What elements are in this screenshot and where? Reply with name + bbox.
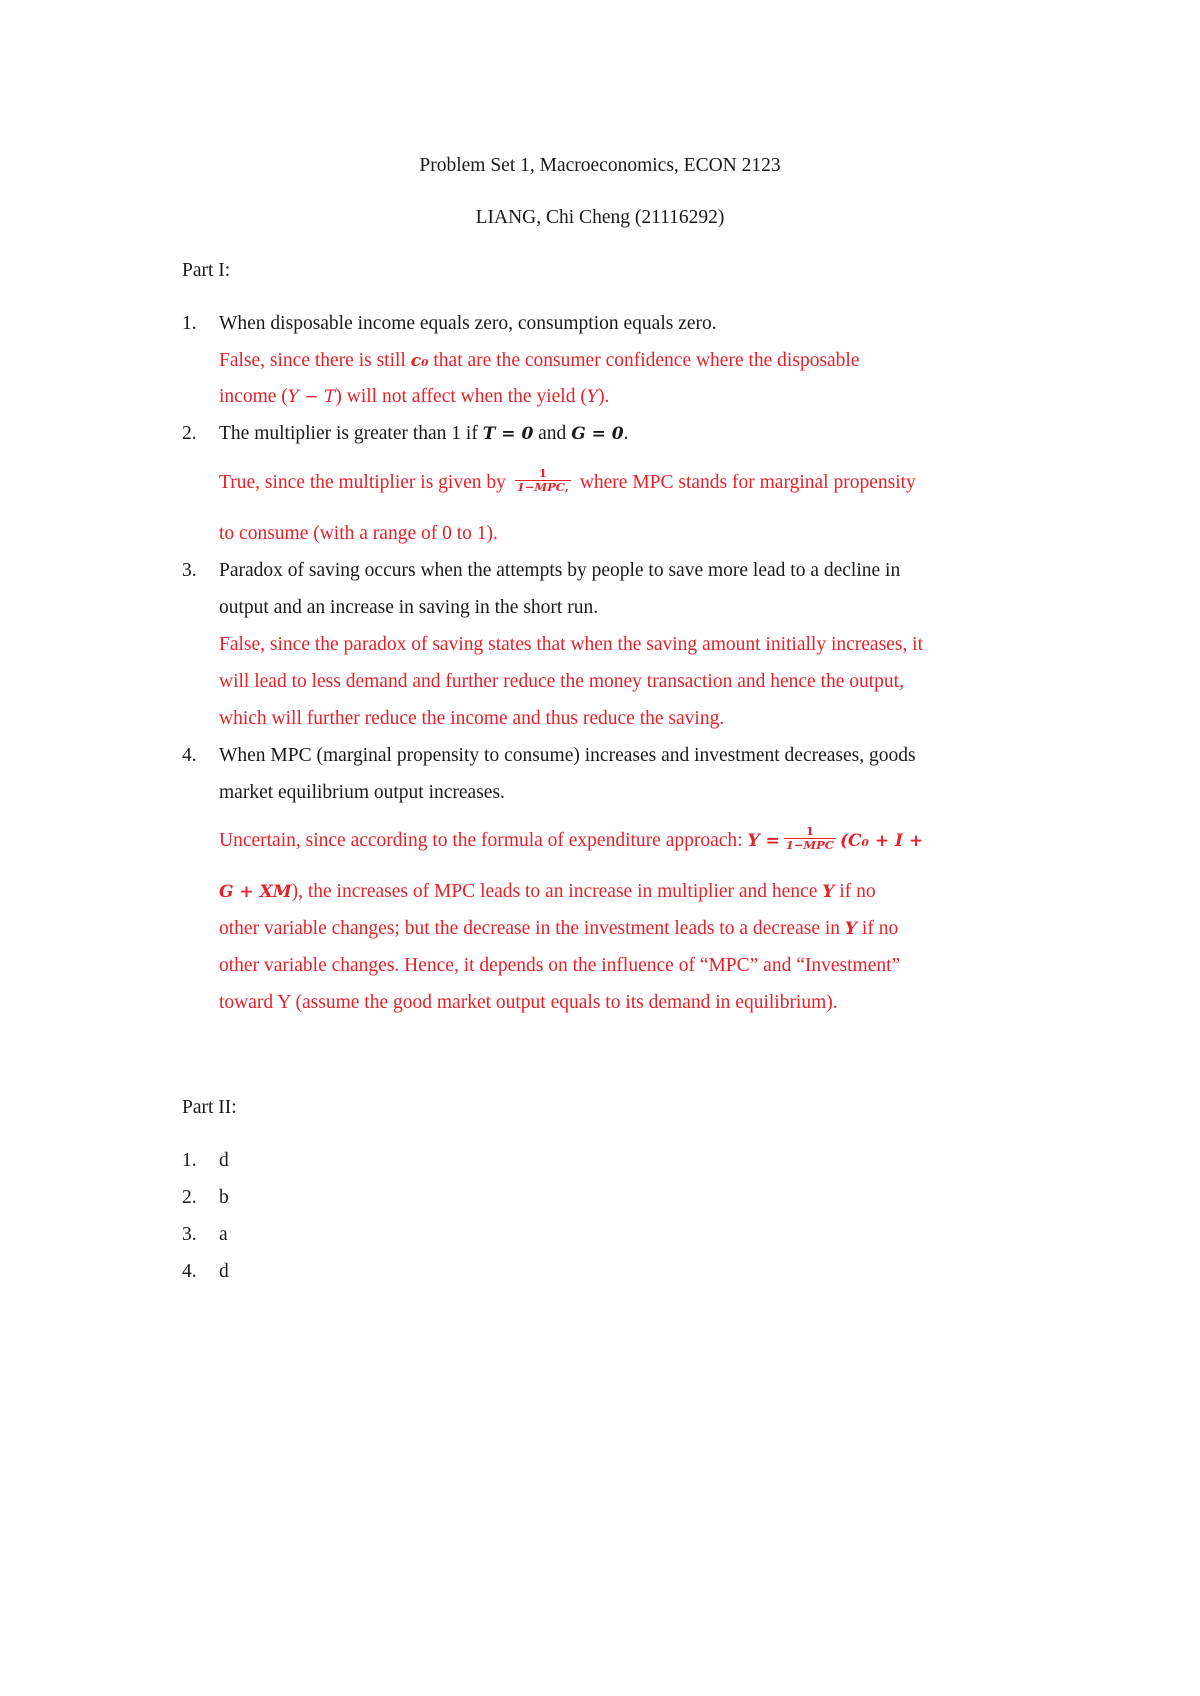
question-number: 4. bbox=[182, 745, 197, 766]
fraction-denominator-text: 1−MPC bbox=[516, 480, 565, 494]
answer-3-line-3: which will further reduce the income and thus reduce the saving. bbox=[219, 708, 725, 729]
mc-answer-number: 2. bbox=[182, 1187, 197, 1208]
answer-4-line-1 bbox=[219, 824, 924, 855]
question-2-text bbox=[219, 423, 629, 445]
question-number: 3. bbox=[182, 560, 197, 581]
part-two-heading: Part II: bbox=[182, 1097, 237, 1118]
math-symbol: (C₀ + I + bbox=[839, 830, 924, 851]
fraction-denominator: 1−MPC bbox=[785, 838, 834, 852]
answer-text: ) will not affect when the yield ( bbox=[335, 386, 587, 407]
mc-answer-number: 3. bbox=[182, 1224, 197, 1245]
fraction-comma: , bbox=[564, 480, 569, 494]
math-symbol: Y = bbox=[747, 830, 780, 851]
question-3-line-1: Paradox of saving occurs when the attempts by people to save more lead to a decline in bbox=[219, 560, 901, 581]
mc-answer-value: d bbox=[219, 1261, 229, 1282]
answer-text: income ( bbox=[219, 386, 288, 407]
answer-text: True, since the multiplier is given by bbox=[219, 471, 506, 493]
math-symbol: Y bbox=[844, 919, 858, 939]
mc-answer-number: 4. bbox=[182, 1261, 197, 1282]
answer-text: where MPC stands for marginal propensity bbox=[579, 471, 916, 493]
question-text: The multiplier is greater than 1 if bbox=[219, 423, 478, 444]
question-number: 2. bbox=[182, 423, 197, 444]
question-text: and bbox=[538, 423, 567, 444]
math-symbol: Y − T bbox=[287, 387, 336, 407]
multiplier-fraction bbox=[784, 825, 836, 852]
answer-4-line-3 bbox=[219, 918, 898, 940]
answer-2-line-1 bbox=[219, 466, 916, 497]
question-1-text: When disposable income equals zero, consumption equals zero. bbox=[219, 313, 717, 334]
author-line: LIANG, Chi Cheng (21116292) bbox=[475, 207, 725, 228]
mc-answer-number: 1. bbox=[182, 1150, 197, 1171]
answer-text: ). bbox=[598, 386, 610, 407]
answer-text: if no bbox=[839, 881, 876, 902]
question-4-line-1: When MPC (marginal propensity to consume) increases and investment decreases, goods bbox=[219, 745, 916, 766]
math-symbol: T = 0 bbox=[482, 424, 534, 444]
math-symbol: G = 0 bbox=[571, 424, 624, 444]
answer-text: Uncertain, since according to the formula of expenditure approach: bbox=[219, 829, 743, 851]
mc-answer-value: a bbox=[219, 1224, 228, 1245]
answer-text: that are the consumer confidence where the disposable bbox=[433, 350, 860, 371]
answer-3-line-1: False, since the paradox of saving states that when the saving amount initially increases, it bbox=[219, 634, 923, 655]
fraction-denominator bbox=[515, 480, 571, 494]
answer-text: False, since there is still bbox=[219, 350, 406, 371]
answer-text: if no bbox=[861, 918, 899, 939]
multiplier-fraction bbox=[515, 467, 571, 494]
question-number: 1. bbox=[182, 313, 197, 334]
answer-1-line-1 bbox=[219, 350, 860, 372]
answer-4-line-5: toward Y (assume the good market output equals to its demand in equilibrium). bbox=[219, 992, 838, 1013]
part-one-heading: Part I: bbox=[182, 260, 231, 281]
question-text: . bbox=[623, 423, 629, 444]
answer-4-line-4: other variable changes. Hence, it depends on the influence of “MPC” and “Investment” bbox=[219, 955, 901, 976]
mc-answer-value: d bbox=[219, 1150, 229, 1171]
math-symbol: Y bbox=[822, 882, 835, 902]
math-symbol: G + XM bbox=[219, 882, 292, 902]
answer-2-line-2: to consume (with a range of 0 to 1). bbox=[219, 523, 498, 544]
mc-answer-value: b bbox=[219, 1187, 229, 1208]
math-symbol: c₀ bbox=[410, 351, 429, 371]
fraction-numerator: 1 bbox=[805, 824, 814, 838]
math-symbol: Y bbox=[586, 387, 599, 407]
answer-4-line-2 bbox=[219, 881, 876, 903]
answer-text: other variable changes; but the decrease in the investment leads to a decrease in bbox=[219, 918, 841, 939]
question-4-line-2: market equilibrium output increases. bbox=[219, 782, 505, 803]
question-3-line-2: output and an increase in saving in the short run. bbox=[219, 597, 599, 618]
answer-3-line-2: will lead to less demand and further reduce the money transaction and hence the output, bbox=[219, 671, 904, 692]
document-title: Problem Set 1, Macroeconomics, ECON 2123 bbox=[419, 155, 781, 176]
fraction-numerator: 1 bbox=[538, 466, 547, 480]
answer-1-line-2 bbox=[219, 386, 609, 408]
answer-text: ), the increases of MPC leads to an increase in multiplier and hence bbox=[291, 881, 818, 902]
